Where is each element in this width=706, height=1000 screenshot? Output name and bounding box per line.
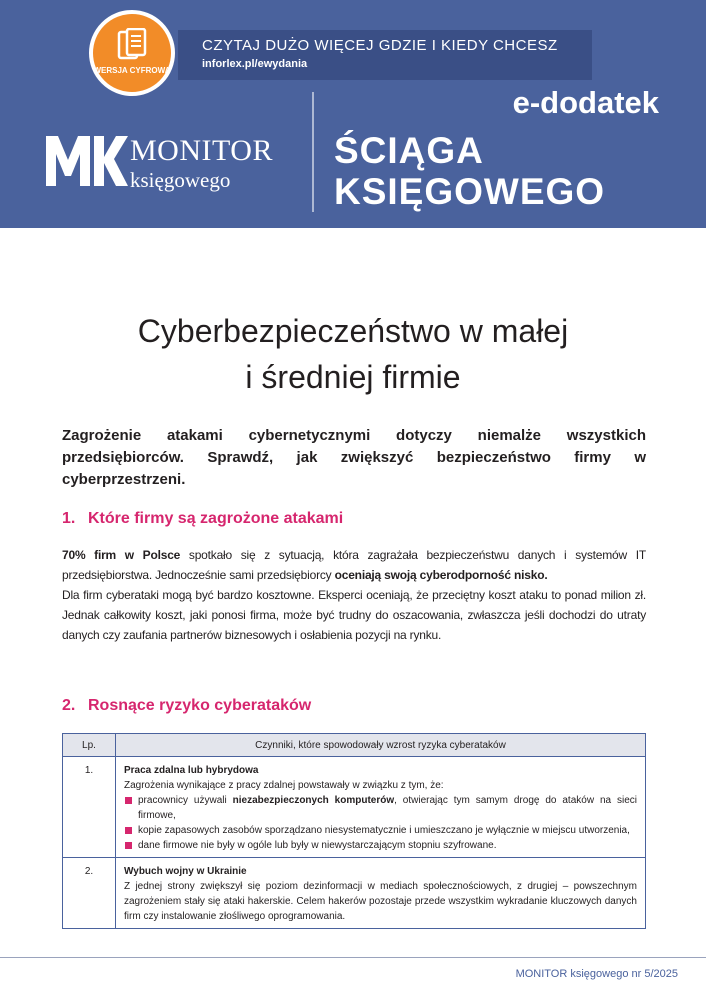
edition-label: e-dodatek (512, 85, 659, 120)
header-band (0, 0, 706, 228)
bullet-item: dane firmowe nie były w ogóle lub były w niewystarczającym stopniu szyfrowane. (124, 838, 637, 853)
article-title (30, 308, 676, 400)
stat-highlight: 70% firm w Polsce (62, 548, 181, 562)
section-2-title: Rosnące ryzyko cyberataków (88, 697, 312, 714)
series-title (334, 130, 605, 212)
article-title-line1: Cyberbezpieczeństwo w małej (137, 313, 569, 349)
bullet-item: kopie zapasowych zasobów sporządzano niesystematycznie i umieszczano je wyłącznie w miejscu utworzenia, (124, 823, 637, 838)
promo-url-link[interactable]: inforlex.pl/ewydania (202, 58, 308, 70)
section-1-paragraph-2: Dla firm cyberataki mogą być bardzo kosztowne. Eksperci oceniają, że przeciętny koszt ataku to ponad milion zł. Jednak całkowity koszt, jaki ponosi firma, może być trudny do oszacowania, zwłaszcza jeśli dochodzi do utraty danych czy zaufania partnerów biznesowych i osłabienia pozycji na rynku. (62, 588, 646, 642)
row-heading: Wybuch wojny w Ukrainie (124, 866, 247, 877)
header-divider (312, 92, 314, 212)
section-2-heading (62, 697, 311, 715)
bullet-item (124, 793, 637, 823)
row-content (116, 757, 646, 858)
footer-divider (0, 957, 706, 958)
row-description: Z jednej strony zwiększył się poziom dezinformacji w mediach społecznościowych, z drugiej – powszechnym zagrożeniem stały się ataki hakerskie. Celem hakerów pozostaje przede wszystkim wykradanie kluczowych danych firm czy instalowanie złośliwego oprogramowania. (124, 881, 637, 922)
paragraph-text: spotkało się z sytuacją, która zagrażała bezpieczeństwu danych i systemów IT przedsiębiorstwa. Jednocześnie sami przedsiębiorcy (62, 548, 646, 582)
bullet-highlight: niezabezpieczonych komputerów (232, 795, 395, 806)
column-header-lp: Lp. (63, 734, 116, 757)
risk-factors-table (62, 733, 646, 929)
series-title-line1: ŚCIĄGA (334, 130, 484, 171)
resilience-highlight: oceniają swoją cyberodporność nisko. (334, 568, 548, 582)
series-title-line2: KSIĘGOWEGO (334, 171, 606, 212)
table-row (63, 757, 646, 858)
section-1-title: Które firmy są zagrożone atakami (88, 510, 344, 527)
row-intro: Zagrożenia wynikające z pracy zdalnej powstawały w związku z tym, że: (124, 780, 444, 791)
table-row (63, 858, 646, 929)
article-lead: Zagrożenie atakami cybernetycznymi dotyczy niemalże wszystkich przedsiębiorców. Sprawdź, jak zwiększyć bezpieczeństwo firmy w cyberprzestrzeni. (62, 427, 646, 488)
article-title-line2: i średniej firmie (245, 359, 461, 395)
digital-promo-banner[interactable] (178, 30, 592, 80)
section-2-number: 2. (62, 697, 76, 714)
section-1-paragraph-1 (62, 545, 646, 585)
column-header-factors: Czynniki, które spowodowały wzrost ryzyka cyberataków (116, 734, 646, 757)
badge-label: WERSJA CYFROWA (93, 66, 171, 75)
row-content (116, 858, 646, 929)
row-number: 2. (63, 858, 116, 929)
logo-name: MONITOR (130, 134, 273, 167)
footer-publication: MONITOR księgowego nr 5/2025 (515, 968, 678, 980)
row-heading: Praca zdalna lub hybrydowa (124, 765, 259, 776)
logo-subtitle: księgowego (130, 168, 231, 192)
bullet-text: pracownicy używali (138, 795, 233, 806)
tablet-document-icon (117, 28, 149, 62)
section-1-heading (62, 510, 343, 528)
section-1-body (62, 545, 646, 645)
promo-title: CZYTAJ DUŻO WIĘCEJ GDZIE I KIEDY CHCESZ (202, 37, 558, 54)
row-number: 1. (63, 757, 116, 858)
threat-bullet-list (124, 793, 637, 853)
bullet-text: , otwierając tym samym drogę do ataków na sieci firmowe, (138, 795, 637, 821)
table-header-row (63, 734, 646, 757)
section-1-number: 1. (62, 510, 76, 527)
digital-version-badge[interactable] (89, 10, 175, 96)
mk-logo-mark (46, 130, 128, 188)
